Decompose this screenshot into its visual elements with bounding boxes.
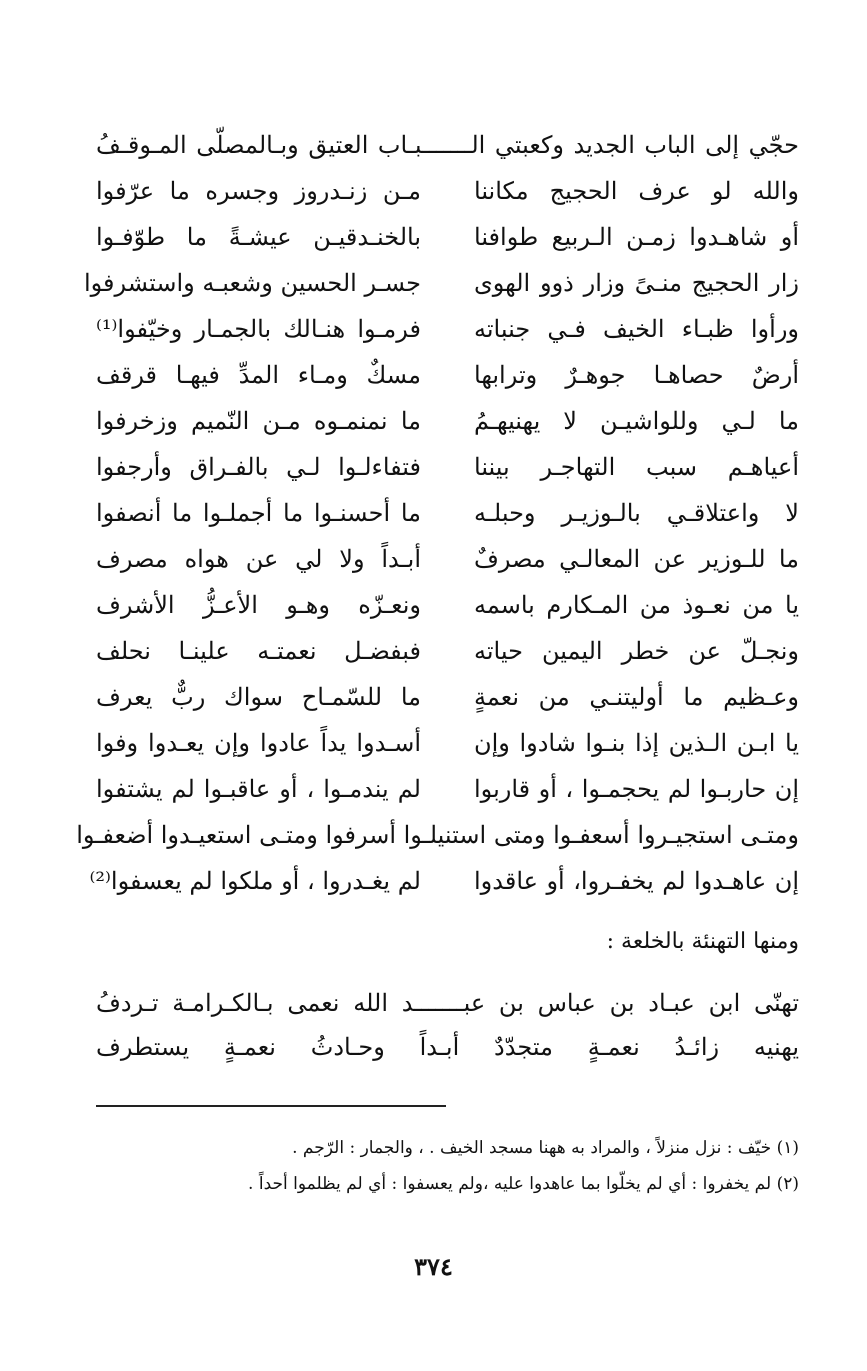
verse-second-hemistich: فرمـوا هنـالك بالجمـار وخيّفوا⁽¹⁾ [96, 315, 421, 343]
page-number: ٣٧٤ [414, 1252, 453, 1281]
verse-first-hemistich: أعياهـم سبب التهاجـر بيننا [474, 453, 799, 481]
verse-second-hemistich: ما للسّمـاح سواك ربٌّ يعرف [96, 683, 421, 711]
verse-first-hemistich: يا ابـن الـذين إذا بنـوا شادوا وإن [474, 729, 799, 757]
verse-first-hemistich: يا من نعـوذ من المـكارم باسمه [474, 591, 799, 619]
verse-line [96, 306, 799, 352]
verse-line [96, 352, 799, 398]
verse-line [96, 214, 799, 260]
verse-line [96, 536, 799, 582]
verse-line [96, 490, 799, 536]
section-heading: ومنها التهنئة بالخلعة : [606, 929, 799, 954]
verse-second-hemistich: جسـر الحسين وشعبـه واستشرفوا [83, 269, 421, 297]
verse-line [96, 398, 799, 444]
verse-second-hemistich: ما نمنمـوه مـن النّميم وزخرفوا [96, 407, 421, 435]
verse-line [96, 674, 799, 720]
verse-line [83, 260, 799, 306]
verse-first-hemistich: إن حاربـوا لم يحجمـوا ، أو قاربوا [474, 775, 799, 803]
verse-first-hemistich: والله لو عرف الحجيج مكاننا [474, 177, 799, 205]
footnote-2: (٢) لم يخفروا : أي لم يخلّوا بما عاهدوا عليه ،ولم يعسفوا : أي لم يظلموا أحداً . [248, 1174, 799, 1194]
verse-first-hemistich: زار الحجيج منـىً وزار ذوو الهوى [474, 269, 799, 297]
verse-second-hemistich: فتفاءلـوا لـي بالفـراق وأرجفوا [96, 453, 421, 481]
verse-line [96, 168, 799, 214]
verse-second-hemistich: فبفضـل نعمتـه علينـا نحلف [96, 637, 421, 665]
verse-first-hemistich: لا واعتلاقـي بالـوزيـر وحبلـه [474, 499, 799, 527]
verse-line [89, 858, 799, 904]
verse-first-hemistich: ورأوا ظبـاء الخيف فـي جنباته [474, 315, 799, 343]
verse-line [96, 582, 799, 628]
verse-second-hemistich: لم يغـدروا ، أو ملكوا لم يعسفوا⁽²⁾ [89, 867, 421, 895]
verse-first-hemistich: وعـظيم ما أوليتنـي من نعمةٍ [474, 683, 799, 711]
verse-second-hemistich: مسكٌ ومـاء المدِّ فيهـا قرقف [96, 361, 421, 389]
verse-full-line: يهنيه زائـدُ نعمـةٍ متجدّدٌ أبـداً وحـادثُ نعمـةٍ يستطرف [96, 1033, 799, 1061]
verse-first-hemistich: ما لـي وللواشيـن لا يهنيهـمُ [474, 407, 799, 435]
verse-second-hemistich: أسـدوا يداً عادوا وإن يعـدوا وفوا [96, 729, 421, 757]
verse-line [96, 628, 799, 674]
verse-full-line: ومتـى استجيـروا أسعفـوا ومتى استنيلـوا أسرفوا ومتـى استعيـدوا أضعفـوا [76, 821, 799, 849]
verse-first-hemistich: أرضٌ حصاهـا جوهـرٌ وترابها [474, 361, 799, 389]
verse-line [96, 444, 799, 490]
verse-first-hemistich: ما للـوزير عن المعالـي مصرفٌ [474, 545, 799, 573]
verse-second-hemistich: لم يندمـوا ، أو عاقبـوا لم يشتفوا [96, 775, 421, 803]
verse-full-line: حجّي إلى الباب الجديد وكعبتي الـــــــبـاب العتيق وبـالمصلّى المـوقـفُ [96, 131, 799, 159]
footnote-1: (١) خيّف : نزل منزلاً ، والمراد به ههنا مسجد الخيف . ، والجمار : الرّجم . [292, 1138, 799, 1158]
verse-second-hemistich: مـن زنـدروز وجسره ما عرّفوا [96, 177, 421, 205]
verse-second-hemistich: أبـداً ولا لي عن هواه مصرف [96, 545, 421, 573]
verse-first-hemistich: إن عاهـدوا لم يخفـروا، أو عاقدوا [474, 867, 799, 895]
footnote-divider [96, 1105, 446, 1107]
verse-first-hemistich: ونجـلّ عن خطر اليمين حياته [474, 637, 799, 665]
verse-line [96, 766, 799, 812]
verse-second-hemistich: ونعـزّه وهـو الأعـزُّ الأشرف [96, 591, 421, 619]
verse-line [96, 720, 799, 766]
verse-second-hemistich: بالخنـدقيـن عيشـةً ما طوّفـوا [96, 223, 421, 251]
verse-first-hemistich: أو شاهـدوا زمـن الـربيع طوافنا [474, 223, 799, 251]
verse-second-hemistich: ما أحسنـوا ما أجملـوا ما أنصفوا [96, 499, 421, 527]
verse-full-line: تهنّى ابن عبـاد بن عباس بن عبـــــــد الله نعمى بـالكـرامـة تـردفُ [96, 989, 799, 1017]
